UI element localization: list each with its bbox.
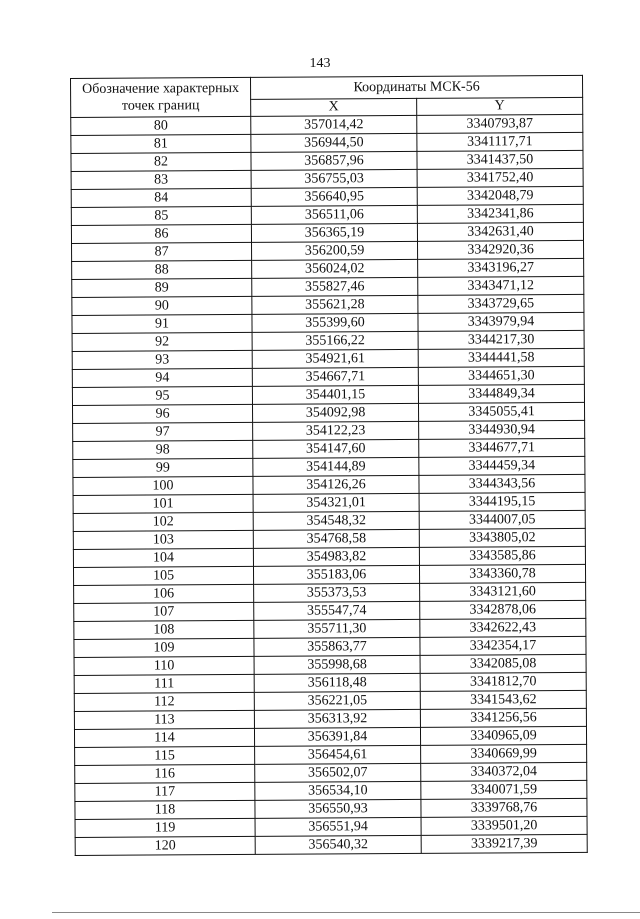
table-row — [75, 798, 587, 819]
x-coordinate-cell: 356313,92 — [254, 709, 420, 728]
table-row — [71, 168, 583, 189]
point-number-cell: 100 — [73, 476, 253, 495]
point-number-cell: 120 — [75, 836, 255, 855]
y-coordinate-cell: 3344195,15 — [419, 492, 585, 511]
point-number-cell: 116 — [75, 764, 255, 783]
x-coordinate-cell: 356551,94 — [255, 817, 421, 836]
header-x: X — [251, 98, 417, 116]
x-coordinate-cell: 356540,32 — [255, 835, 421, 854]
y-coordinate-cell: 3342048,79 — [417, 186, 583, 205]
y-coordinate-cell: 3340669,99 — [421, 744, 587, 763]
point-number-cell: 89 — [72, 278, 252, 297]
x-coordinate-cell: 354983,82 — [253, 547, 419, 566]
point-number-cell: 95 — [72, 386, 252, 405]
point-number-cell: 112 — [74, 692, 254, 711]
point-number-cell: 114 — [74, 728, 254, 747]
y-coordinate-cell: 3344677,71 — [419, 438, 585, 457]
x-coordinate-cell: 354921,61 — [252, 349, 418, 368]
y-coordinate-cell: 3344459,34 — [419, 456, 585, 475]
x-coordinate-cell: 354321,01 — [253, 493, 419, 512]
y-coordinate-cell: 3341437,50 — [417, 150, 583, 169]
y-coordinate-cell: 3339501,20 — [421, 816, 587, 835]
table-body — [71, 114, 588, 855]
point-number-cell: 84 — [71, 188, 251, 207]
point-number-cell: 93 — [72, 350, 252, 369]
point-number-cell: 98 — [73, 440, 253, 459]
y-coordinate-cell: 3343121,60 — [420, 582, 586, 601]
x-coordinate-cell: 354401,15 — [252, 385, 418, 404]
x-coordinate-cell: 354092,98 — [252, 403, 418, 422]
table-row — [72, 384, 584, 405]
point-number-cell: 103 — [73, 530, 253, 549]
y-coordinate-cell: 3341752,40 — [417, 168, 583, 187]
x-coordinate-cell: 356755,03 — [251, 169, 417, 188]
table-row — [71, 204, 583, 225]
table-row — [75, 762, 587, 783]
point-number-cell: 113 — [74, 710, 254, 729]
y-coordinate-cell: 3345055,41 — [418, 402, 584, 421]
point-number-cell: 86 — [71, 224, 251, 243]
point-number-cell: 108 — [74, 620, 254, 639]
point-number-cell: 101 — [73, 494, 253, 513]
x-coordinate-cell: 355863,77 — [254, 637, 420, 656]
table-row — [73, 528, 585, 549]
y-coordinate-cell: 3340793,87 — [417, 114, 583, 133]
x-coordinate-cell: 356024,02 — [252, 259, 418, 278]
table-row — [72, 240, 584, 261]
table-row — [71, 186, 583, 207]
x-coordinate-cell: 356502,07 — [255, 763, 421, 782]
x-coordinate-cell: 355711,30 — [254, 619, 420, 638]
y-coordinate-cell: 3342631,40 — [417, 222, 583, 241]
x-coordinate-cell: 356118,48 — [254, 673, 420, 692]
table-row — [72, 258, 584, 279]
x-coordinate-cell: 356511,06 — [251, 205, 417, 224]
x-coordinate-cell: 355166,22 — [252, 331, 418, 350]
y-coordinate-cell: 3342622,43 — [420, 618, 586, 637]
x-coordinate-cell: 356534,10 — [255, 781, 421, 800]
point-number-cell: 106 — [74, 584, 254, 603]
point-number-cell: 97 — [73, 422, 253, 441]
table-row — [74, 618, 586, 639]
y-coordinate-cell: 3339768,76 — [421, 798, 587, 817]
x-coordinate-cell: 356640,95 — [251, 187, 417, 206]
page-edge-line — [52, 912, 640, 913]
point-number-cell: 111 — [74, 674, 254, 693]
point-number-cell: 115 — [75, 746, 255, 765]
y-coordinate-cell: 3342085,08 — [420, 654, 586, 673]
x-coordinate-cell: 356944,50 — [251, 133, 417, 152]
y-coordinate-cell: 3344007,05 — [419, 510, 585, 529]
x-coordinate-cell: 354548,32 — [253, 511, 419, 530]
point-number-cell: 117 — [75, 782, 255, 801]
point-number-cell: 82 — [71, 152, 251, 171]
x-coordinate-cell: 356391,84 — [254, 727, 420, 746]
x-coordinate-cell: 354126,26 — [253, 475, 419, 494]
table-row — [72, 294, 584, 315]
table-row — [73, 546, 585, 567]
coordinates-table — [70, 75, 588, 856]
table-row — [73, 402, 585, 423]
x-coordinate-cell: 356221,05 — [254, 691, 420, 710]
point-number-cell: 83 — [71, 170, 251, 189]
x-coordinate-cell: 354147,60 — [253, 439, 419, 458]
x-coordinate-cell: 355998,68 — [254, 655, 420, 674]
x-coordinate-cell: 355827,46 — [252, 277, 418, 296]
y-coordinate-cell: 3342878,06 — [420, 600, 586, 619]
x-coordinate-cell: 356200,59 — [252, 241, 418, 260]
y-coordinate-cell: 3341543,62 — [420, 690, 586, 709]
point-number-cell: 92 — [72, 332, 252, 351]
table-row — [71, 132, 583, 153]
table-row — [72, 330, 584, 351]
y-coordinate-cell: 3340071,59 — [421, 780, 587, 799]
table-row — [74, 708, 586, 729]
x-coordinate-cell: 355399,60 — [252, 313, 418, 332]
header-y: Y — [417, 97, 583, 115]
table-row — [74, 600, 586, 621]
table-row — [74, 690, 586, 711]
x-coordinate-cell: 357014,42 — [251, 115, 417, 134]
table-row — [75, 834, 587, 855]
x-coordinate-cell: 354122,23 — [253, 421, 419, 440]
point-number-cell: 119 — [75, 818, 255, 837]
y-coordinate-cell: 3343729,65 — [418, 294, 584, 313]
y-coordinate-cell: 3343196,27 — [418, 258, 584, 277]
point-number-cell: 81 — [71, 134, 251, 153]
table-row — [73, 420, 585, 441]
x-coordinate-cell: 356857,96 — [251, 151, 417, 170]
table-row — [75, 744, 587, 765]
point-number-cell: 107 — [74, 602, 254, 621]
table-row — [73, 510, 585, 531]
x-coordinate-cell: 355621,28 — [252, 295, 418, 314]
y-coordinate-cell: 3344217,30 — [418, 330, 584, 349]
x-coordinate-cell: 354667,71 — [252, 367, 418, 386]
y-coordinate-cell: 3342341,86 — [417, 204, 583, 223]
point-number-cell: 118 — [75, 800, 255, 819]
y-coordinate-cell: 3342920,36 — [418, 240, 584, 259]
table-row — [71, 222, 583, 243]
x-coordinate-cell: 356454,61 — [255, 745, 421, 764]
x-coordinate-cell: 356365,19 — [251, 223, 417, 242]
y-coordinate-cell: 3343471,12 — [418, 276, 584, 295]
table-row — [73, 564, 585, 585]
x-coordinate-cell: 355183,06 — [253, 565, 419, 584]
page-number: 143 — [309, 56, 331, 71]
point-number-cell: 80 — [71, 116, 251, 135]
table-row — [71, 150, 583, 171]
point-number-cell: 94 — [72, 368, 252, 387]
point-number-cell: 85 — [71, 206, 251, 225]
y-coordinate-cell: 3343360,78 — [419, 564, 585, 583]
point-number-cell: 96 — [73, 404, 253, 423]
table-row — [73, 492, 585, 513]
y-coordinate-cell: 3344343,56 — [419, 474, 585, 493]
y-coordinate-cell: 3344930,94 — [419, 420, 585, 439]
table-row — [73, 438, 585, 459]
point-number-cell: 109 — [74, 638, 254, 657]
x-coordinate-cell: 354768,58 — [253, 529, 419, 548]
x-coordinate-cell: 354144,89 — [253, 457, 419, 476]
table-header — [71, 75, 583, 117]
table-row — [73, 456, 585, 477]
table-row — [71, 114, 583, 135]
header-coordinates: Координаты МСК-56 — [250, 75, 582, 99]
table-row — [74, 654, 586, 675]
point-number-cell: 105 — [73, 566, 253, 585]
y-coordinate-cell: 3343805,02 — [419, 528, 585, 547]
table-row — [74, 726, 586, 747]
y-coordinate-cell: 3344441,58 — [418, 348, 584, 367]
table-row — [72, 366, 584, 387]
y-coordinate-cell: 3341256,56 — [420, 708, 586, 727]
table-row — [72, 312, 584, 333]
table-row — [73, 474, 585, 495]
y-coordinate-cell: 3340372,04 — [421, 762, 587, 781]
header-boundary-points: Обозначение характерных точек границ — [71, 77, 251, 117]
point-number-cell: 99 — [73, 458, 253, 477]
point-number-cell: 91 — [72, 314, 252, 333]
y-coordinate-cell: 3340965,09 — [420, 726, 586, 745]
table-row — [75, 780, 587, 801]
y-coordinate-cell: 3339217,39 — [421, 834, 587, 853]
y-coordinate-cell: 3344849,34 — [418, 384, 584, 403]
y-coordinate-cell: 3341812,70 — [420, 672, 586, 691]
y-coordinate-cell: 3343585,86 — [419, 546, 585, 565]
table-row — [72, 348, 584, 369]
table-row — [74, 582, 586, 603]
table-row — [74, 672, 586, 693]
point-number-cell: 102 — [73, 512, 253, 531]
y-coordinate-cell: 3343979,94 — [418, 312, 584, 331]
x-coordinate-cell: 355373,53 — [254, 583, 420, 602]
point-number-cell: 87 — [72, 242, 252, 261]
y-coordinate-cell: 3341117,71 — [417, 132, 583, 151]
point-number-cell: 88 — [72, 260, 252, 279]
y-coordinate-cell: 3342354,17 — [420, 636, 586, 655]
x-coordinate-cell: 356550,93 — [255, 799, 421, 818]
table-row — [72, 276, 584, 297]
y-coordinate-cell: 3344651,30 — [418, 366, 584, 385]
point-number-cell: 104 — [73, 548, 253, 567]
table-row — [75, 816, 587, 837]
x-coordinate-cell: 355547,74 — [254, 601, 420, 620]
point-number-cell: 110 — [74, 656, 254, 675]
point-number-cell: 90 — [72, 296, 252, 315]
table-row — [74, 636, 586, 657]
